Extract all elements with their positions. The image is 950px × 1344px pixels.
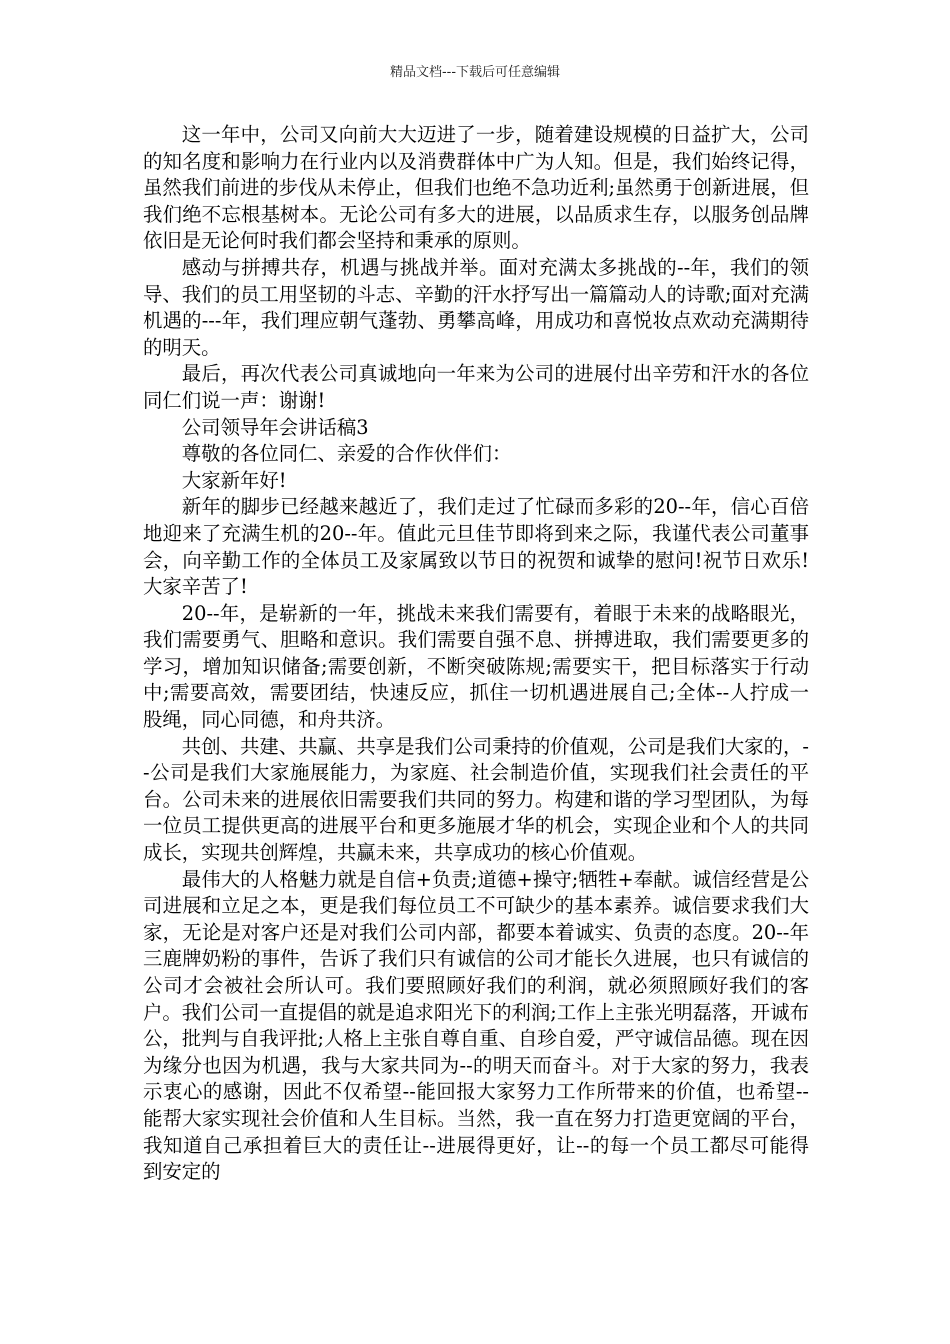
section-title: 公司领导年会讲话稿3 bbox=[181, 415, 369, 439]
page-header: 精品文档---下载后可任意编辑 bbox=[389, 65, 561, 80]
paragraph: 感动与拼搏共存，机遇与挑战并举。面对充满太多挑战的--年，我们的领导、我们的员工用坚韧的斗志、辛勤的汗水抒写出一篇篇动人的诗歌;面对充满机遇的---年，我们理应朝气蓬勃、勇攀高峰，用成功和喜悦妆点欢动充满期待的明天。 bbox=[143, 255, 809, 359]
paragraph: 最伟大的人格魅力就是自信+负责;道德+操守;牺牲+奉献。诚信经营是公司进展和立足之本，更是我们每位员工不可缺少的基本素养。诚信要求我们大家，无论是对客户还是对我们公司内部，都要本着诚实、负责的态度。20--年三鹿牌奶粉的事件，告诉了我们只有诚信的公司才能长久进展，也只有诚信的公司才会被社会所认可。我们要照顾好我们的利润，就必须照顾好我们的客户。我们公司一直提倡的就是追求阳光下的利润;工作上主张光明磊落，开诚布公，批判与自我评批;人格上主张自尊自重、自珍自爱，严守诚信品德。现在因为缘分也因为机遇，我与大家共同为--的明天而奋斗。对于大家的努力，我表示衷心的感谢，因此不仅希望--能回报大家努力工作所带来的价值，也希望--能帮大家实现社会价值和人生目标。当然，我一直在努力打造更宽阔的平台，我知道自己承担着巨大的责任让--进展得更好，让--的每一个员工都尽可能得到安定的 bbox=[143, 867, 809, 1184]
paragraph: 共创、共建、共赢、共享是我们公司秉持的价值观，公司是我们大家的，--公司是我们大家施展能力，为家庭、社会制造价值，实现我们社会责任的平台。公司未来的进展依旧需要我们共同的努力。构建和谐的学习型团队，为每一位员工提供更高的进展平台和更多施展才华的机会，实现企业和个人的共同成长，实现共创辉煌，共赢未来，共享成功的核心价值观。 bbox=[143, 734, 809, 865]
paragraph: 20--年，是崭新的一年，挑战未来我们需要有，着眼于未来的战略眼光，我们需要勇气、胆略和意识。我们需要自强不息、拼搏进取，我们需要更多的学习，增加知识储备;需要创新，不断突破陈规;需要实干，把目标落实于行动中;需要高效，需要团结，快速反应，抓住一切机遇进展自己;全体--人拧成一股绳，同心同德，和舟共济。 bbox=[143, 601, 809, 732]
salutation: 尊敬的各位同仁、亲爱的合作伙伴们： bbox=[181, 442, 512, 466]
paragraph: 最后，再次代表公司真诚地向一年来为公司的进展付出辛劳和汗水的各位同仁们说一声：谢谢! bbox=[143, 362, 809, 412]
paragraph: 这一年中，公司又向前大大迈进了一步，随着建设规模的日益扩大，公司的知名度和影响力在行业内以及消费群体中广为人知。但是，我们始终记得，虽然我们前进的步伐从未停止，但我们也绝不急功近利;虽然勇于创新进展，但我们绝不忘根基树本。无论公司有多大的进展，以品质求生存，以服务创品牌依旧是无论何时我们都会坚持和秉承的原则。 bbox=[143, 123, 809, 253]
greeting: 大家新年好! bbox=[181, 468, 287, 492]
document-body bbox=[143, 122, 809, 1186]
paragraph: 新年的脚步已经越来越近了，我们走过了忙碌而多彩的20--年，信心百倍地迎来了充满生机的20--年。值此元旦佳节即将到来之际，我谨代表公司董事会，向辛勤工作的全体员工及家属致以节日的祝贺和诚挚的慰问!祝节日欢乐!大家辛苦了! bbox=[143, 495, 809, 599]
